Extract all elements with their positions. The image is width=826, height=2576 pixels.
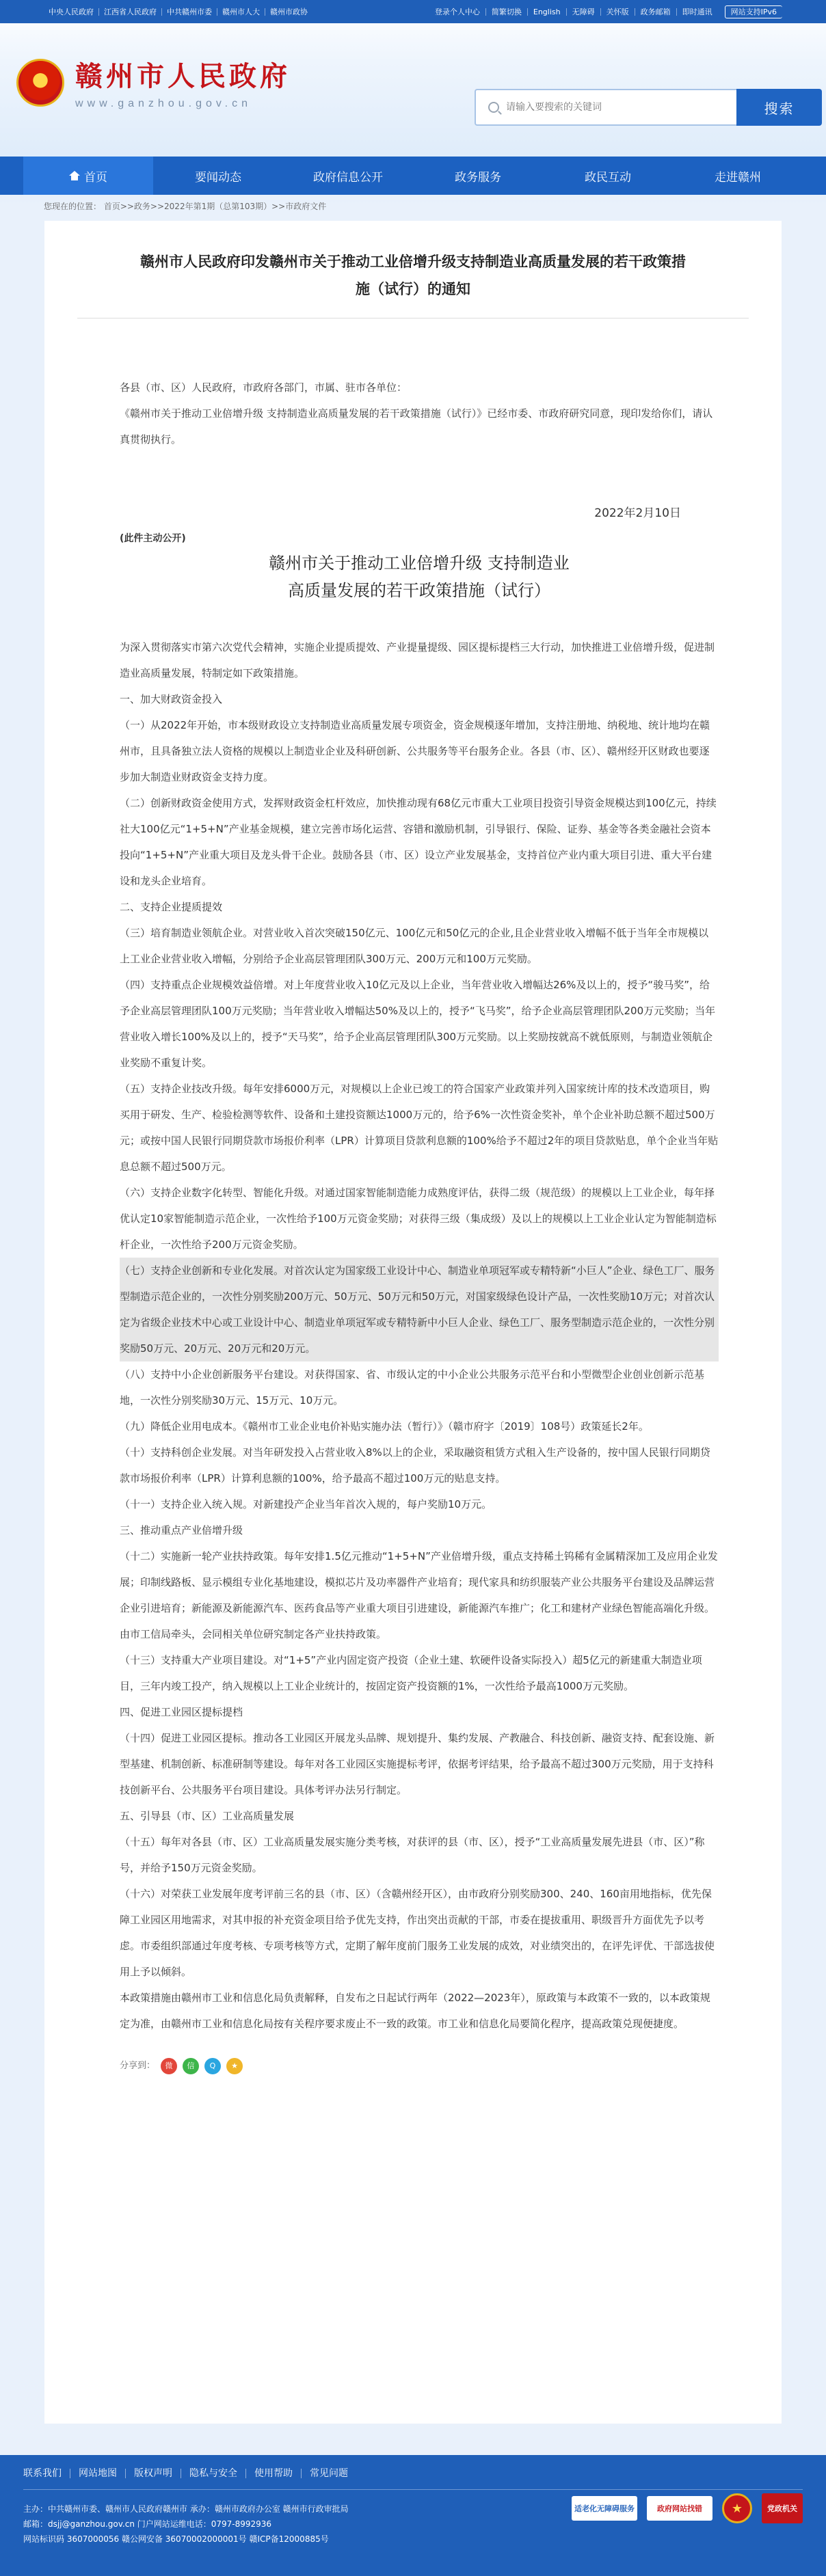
footer-link[interactable]: 使用帮助 (246, 2469, 302, 2478)
paragraph-highlighted: （七）支持企业创新和专业化发展。对首次认定为国家级工业设计中心、制造业单项冠军或专精特新“小巨人”企业、绿色工厂、服务型制造示范企业的，一次性分别奖励200万元、50万元、50万元和50万元，对国家级绿色设计产品，一次性奖励10万元；对首次认定为省级企业技术中心或工业设计中心、制造业单项冠军或专精特新中小巨人企业、绿色工厂、服务型制造示范企业的，一次性分别奖励50万元、20万元、20万元和20万元。 (120, 1258, 719, 1361)
party-gov-badge[interactable]: 党政机关 (762, 2493, 803, 2523)
notice-text: 《赣州市关于推动工业倍增升级 支持制造业高质量发展的若干政策措施（试行）》已经市委、市政府研究同意，现印发给你们，请认真贯彻执行。 (120, 407, 713, 446)
care-mode-link[interactable]: 关怀版 (601, 8, 635, 16)
footer-registration: 网站标识码 3607000056 赣公网安备 36070002000001号 赣ICP备12000885号 (23, 2534, 329, 2544)
article (44, 221, 782, 2424)
footer-link[interactable]: 隐私与安全 (181, 2469, 246, 2478)
nav-home[interactable]: 首页 (23, 157, 153, 195)
search-input[interactable] (506, 102, 711, 113)
share-bar (120, 2053, 719, 2079)
nav-info-disclosure[interactable]: 政府信息公开 (313, 170, 383, 185)
footer-link[interactable]: 版权声明 (126, 2469, 181, 2478)
top-right-links (429, 5, 782, 18)
paragraph: （十一）支持企业入统入规。对新建投产企业当年首次入规的，每户奖励10万元。 (120, 1498, 492, 1510)
paragraph: （三）培育制造业领航企业。对营业收入首次突破150亿元、100亿元和50亿元的企业,且企业营业收入增幅不低于当年全市规模以上工业企业营业收入增幅，分别给予企业高层管理团队300万元、200万元和100万元奖励。 (120, 927, 709, 965)
section-heading: 五、引导县（市、区）工业高质量发展 (120, 1810, 295, 1822)
nav-interaction[interactable]: 政民互动 (585, 170, 631, 185)
paragraph: （六）支持企业数字化转型、智能化升级。对通过国家智能制造能力成熟度评估，获得二级（规范级）的规模以上工业企业，每年择优认定10家智能制造示范企业，一次性给予100万元资金奖励；对获得三级（集成级）及以上的规模以上工业企业认定为智能制造标杆企业，一次性给予200万元资金奖励。 (120, 1187, 717, 1251)
top-link[interactable]: 中央人民政府 (44, 8, 99, 16)
section-heading: 一、加大财政资金投入 (120, 693, 223, 705)
login-link[interactable]: 登录个人中心 (429, 8, 486, 16)
footer-badges (572, 2493, 803, 2523)
paragraph: （二）创新财政资金使用方式，发挥财政资金杠杆效应，加快推动现有68亿元市重大工业项目投资引导资金规模达到100亿元，持续社大100亿元“1+5+N”产业基金规模，建立完善市场化运营、容错和激励机制，引导银行、保险、证券、基金等各类金融社会资本投向“1+5+N”产业重大项目及龙头骨干企业。鼓励各县（市、区）设立产业发展基金，支持首位产业内重大项目引进、重大平台建设和龙头企业培育。 (120, 797, 717, 887)
nav-gov-services[interactable]: 政务服务 (455, 170, 501, 185)
main-nav (0, 157, 826, 195)
top-links (44, 8, 312, 16)
top-link[interactable]: 中共赣州市委 (162, 8, 217, 16)
paragraph: （九）降低企业用电成本。《赣州市工业企业电价补贴实施办法（暂行）》（赣市府字〔2019〕108号）政策延长2年。 (120, 1420, 649, 1433)
paragraph: （十二）实施新一轮产业扶持政策。每年安排1.5亿元推动“1+5+N”产业倍增升级，重点支持稀土钨稀有金属精深加工及应用企业发展；印制线路板、显示模组专业化基地建设，模拟芯片及功率器件产业培育；现代家具和纺织服装产业公共服务平台建设及品牌运营企业引进培育；新能源及新能源汽车、医药食品等产业重大项目引进建设，新能源汽车推广；化工和建材产业绿色智能高端化升级。由市工信局牵头，会同相关单位研究制定各产业扶持政策。 (120, 1550, 718, 1640)
nav-about-ganzhou[interactable]: 走进赣州 (715, 170, 761, 185)
paragraph: （四）支持重点企业规模效益倍增。对上年度营业收入10亿元及以上企业，当年营业收入增幅达26%及以上的，授予“骏马奖”，给予企业高层管理团队100万元奖励；当年营业收入增幅达50%及以上的，授予“飞马奖”，给予企业高层管理团队200万元奖励；当年营业收入增长100%及以上的，授予“天马奖”，给予企业高层管理团队300万元奖励。以上奖励按就高不就低原则，与制造业领航企业奖励不重复计奖。 (120, 979, 716, 1069)
qq-icon[interactable]: Q (204, 2058, 221, 2074)
search-button[interactable]: 搜索 (736, 89, 822, 126)
footer-links (23, 2469, 356, 2478)
section-heading: 四、促进工业园区提标提档 (120, 1706, 243, 1718)
footer-link[interactable]: 常见问题 (310, 2468, 348, 2479)
public-note: (此件主动公开) (120, 533, 186, 544)
article-title: 赣州市人民政府印发赣州市关于推动工业倍增升级支持制造业高质量发展的若干政策措 施（试行）的通知 (140, 254, 686, 297)
accessibility-link[interactable]: 无障碍 (567, 8, 601, 16)
site-url: www.ganzhou.gov.cn (75, 98, 252, 109)
share-label: 分享到： (120, 2061, 156, 2071)
issue-date: 2022年2月10日 (594, 506, 681, 520)
search-icon (488, 102, 499, 113)
im-link[interactable]: 即时通讯 (682, 7, 712, 16)
weibo-icon[interactable]: 微 (161, 2058, 177, 2074)
top-link[interactable]: 赣州市人大 (217, 8, 265, 16)
paragraph: （八）支持中小企业创新服务平台建设。对获得国家、省、市级认定的中小企业公共服务示范平台和小型微型企业创业创新示范基地，一次性分别奖励30万元、15万元、10万元。 (120, 1368, 705, 1407)
footer-divider (23, 2489, 803, 2490)
paragraph: 为深入贯彻落实市第六次党代会精神，实施企业提质提效、产业提量提级、园区提标提档三大行动，加快推进工业倍增升级，促进制造业高质量发展，特制定如下政策措施。 (120, 641, 715, 679)
footer-contact: 邮箱：dsjj@ganzhou.gov.cn 门户网站运维电话：0797-8992936 (23, 2519, 272, 2529)
paragraph: （十三）支持重大产业项目建设。对“1+5”产业内固定资产投资（企业土建、软硬件设备实际投入）超5亿元的新建重大制造业项目，三年内竣工投产，纳入规模以上工业企业统计的，按固定资产投资额的1%，一次性给予最高1000万元奖励。 (120, 1654, 702, 1692)
paragraph: （五）支持企业技改升级。每年安排6000万元，对规模以上企业已竣工的符合国家产业政策并列入国家统计库的技术改造项目，购买用于研发、生产、检验检测等软件、设备和土建投资额达1000万元的，给予6%一次性资金奖补，单个企业补助总额不超过500万元；或按中国人民银行同期贷款市场报价利率（LPR）计算项目贷款利息额的100%给予不超过2年的项目贷款贴息，单个企业当年贴息总额不超过500万元。 (120, 1083, 719, 1173)
ipv6-badge: 网站支持IPv6 (725, 5, 782, 18)
gov-mail-link[interactable]: 政务邮箱 (635, 8, 677, 16)
site-logo[interactable] (16, 55, 291, 110)
paragraph: （十六）对荣获工业发展年度考评前三名的县（市、区）（含赣州经开区），由市政府分别奖励300、240、160亩用地指标，优先保障工业园区用地需求，对其申报的补充资金项目给予优先支持，作出突出贡献的干部，市委在提拔重用、职级晋升方面优先予以考虑。市委组织部通过年度考核、专项考核等方式，定期了解年度前门服务工业发展的成效，对业绩突出的，在评先评优、干部选拔使用上予以倾斜。 (120, 1888, 715, 1978)
paragraph: （一）从2022年开始，市本级财政设立支持制造业高质量发展专项资金，资金规模逐年增加，支持注册地、纳税地、统计地均在赣州市，且具备独立法人资格的规模以上制造业企业及科研创新、公共服务等平台服务企业。各县（市、区）、赣州经开区财政也要逐步加大制造业财政资金支持力度。 (120, 719, 710, 783)
footer-link[interactable]: 网站地图 (70, 2469, 126, 2478)
paragraph: （十）支持科创企业发展。对当年研发投入占营业收入8%以上的企业，采取融资租赁方式租入生产设备的，按中国人民银行同期贷款市场报价利率（LPR）计算利息额的100%，给予最高不超过100万元的贴息支持。 (120, 1446, 710, 1484)
top-link[interactable]: 江西省人民政府 (99, 8, 162, 16)
nav-news[interactable]: 要闻动态 (195, 170, 241, 185)
breadcrumb[interactable]: 您现在的位置： 首页>>政务>>2022年第1期（总第103期）>>市政府文件 (44, 201, 327, 211)
section-heading: 三、推动重点产业倍增升级 (120, 1524, 243, 1536)
paragraph: （十四）促进工业园区提标。推动各工业园区开展龙头品牌、规划提升、集约发展、产教融合、科技创新、融资支持、配套设施、新型基建、机制创新、标准研制等建设。每年对各工业园区实施提标考评，依据考评结果，给予最高不超过300万元奖励，用于支持科技创新平台、公共服务平台项目建设。具体考评办法另行制定。 (120, 1732, 715, 1796)
salutation: 各县（市、区）人民政府，市政府各部门，市属、驻市各单位： (120, 381, 408, 394)
home-icon (69, 171, 80, 180)
article-body (77, 318, 749, 2079)
site-title: 赣州市人民政府 (75, 60, 291, 92)
paragraph: 本政策措施由赣州市工业和信息化局负责解释，自发布之日起试行两年（2022—2023年），原政策与本政策不一致的，以本政策规定为准，由赣州市工业和信息化局按有关程序要求废止不一致的政策。市工业和信息化局要简化程序，提高政策兑现便捷度。 (120, 1992, 710, 2030)
traditional-simplified-toggle[interactable]: 简繁切换 (486, 8, 528, 16)
paragraph: （十五）每年对各县（市、区）工业高质量发展实施分类考核，对获评的县（市、区），授予“工业高质量发展先进县（市、区）”称号，并给予150万元资金奖励。 (120, 1836, 705, 1874)
site-error-report-badge[interactable]: 政府网站找错 (647, 2496, 712, 2521)
search-bar (475, 89, 822, 126)
elderly-accessibility-badge[interactable]: 适老化无障碍服务 (572, 2496, 637, 2521)
footer (0, 2455, 826, 2576)
national-emblem-icon (16, 59, 64, 107)
party-government-seal-icon[interactable]: ★ (722, 2493, 752, 2523)
section-heading: 二、支持企业提质提效 (120, 901, 223, 913)
footer-info (23, 2502, 349, 2547)
qzone-icon[interactable]: ★ (226, 2058, 243, 2074)
footer-link[interactable]: 联系我们 (23, 2469, 70, 2478)
english-link[interactable]: English (528, 8, 567, 16)
header (0, 23, 826, 157)
top-bar (0, 0, 826, 23)
wechat-icon[interactable]: 信 (183, 2058, 199, 2074)
footer-sponsor: 主办：中共赣州市委、赣州市人民政府赣州市 承办：赣州市政府办公室 赣州市行政审批局 (23, 2504, 349, 2514)
document-title: 赣州市关于推动工业倍增升级 支持制造业 高质量发展的若干政策措施（试行） (269, 554, 570, 600)
top-link[interactable]: 赣州市政协 (270, 7, 308, 16)
